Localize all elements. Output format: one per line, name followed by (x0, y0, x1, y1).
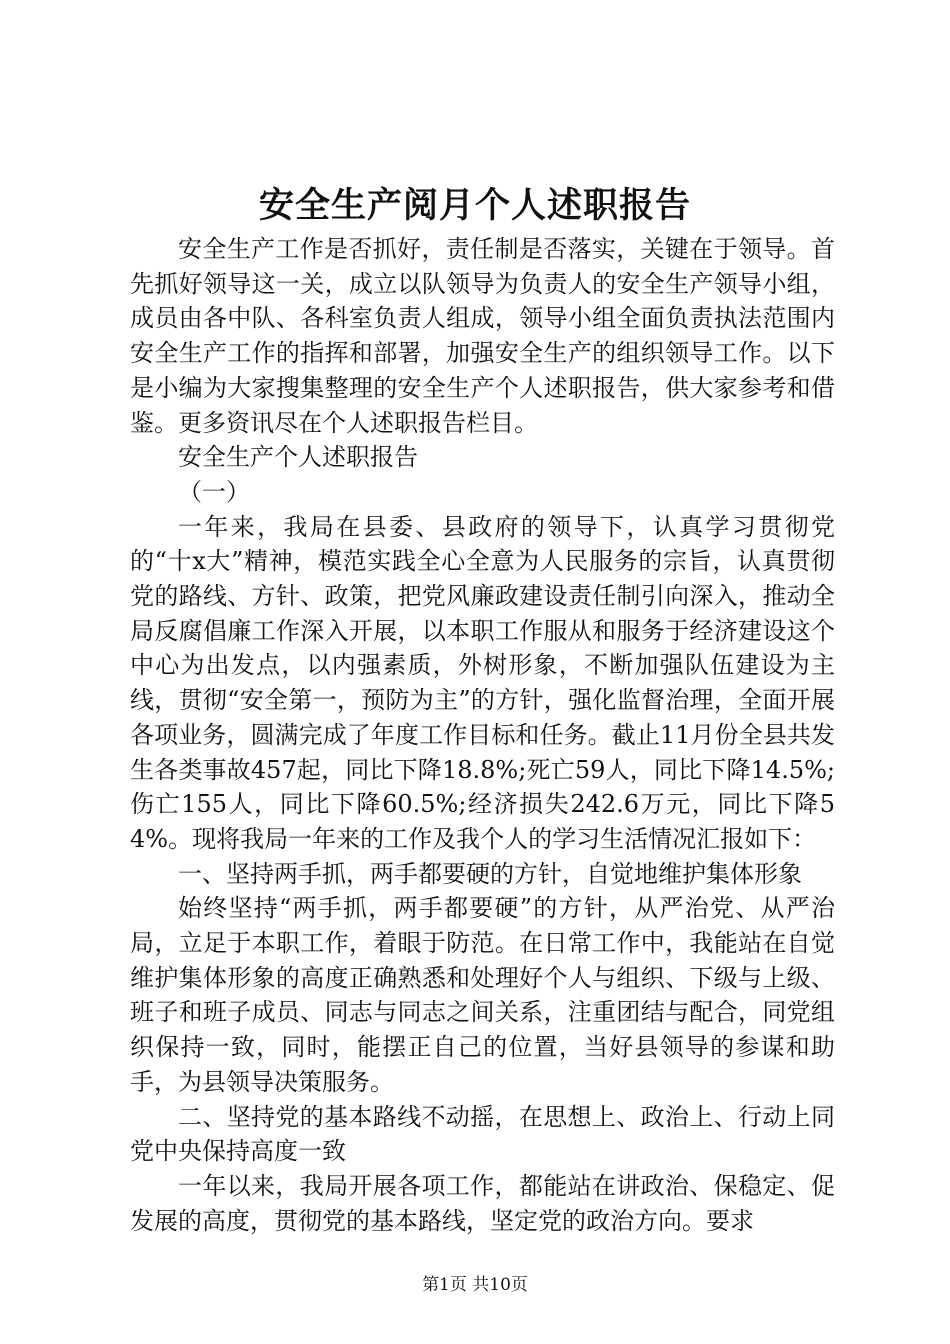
paragraph-intro: 安全生产工作是否抓好，责任制是否落实，关键在于领导。首先抓好领导这一关，成立以队领导为负责人的安全生产领导小组，成员由各中队、各科室负责人组成，领导小组全面负责执法范围内安全生产工作的指挥和部署，加强安全生产的组织领导工作。以下是小编为大家搜集整理的安全生产个人述职报告，供大家参考和借鉴。更多资讯尽在个人述职报告栏目。 (130, 235, 835, 437)
paragraph-section-one: 始终坚持“两手抓，两手都要硬”的方针，从严治党、从严治局，立足于本职工作，着眼于防范。在日常工作中，我能站在自觉维护集体形象的高度正确熟悉和处理好个人与组织、下级与上级、班子和班子成员、同志与同志之间关系，注重团结与配合，同党组织保持一致，同时，能摆正自己的位置，当好县领导的参谋和助手，为县领导决策服务。 (130, 894, 835, 1096)
document-title: 安全生产阅月个人述职报告 (258, 185, 691, 226)
paragraph-section-number: （一） (178, 477, 250, 506)
paragraph-summary: 一年来，我局在县委、县政府的领导下，认真学习贯彻党的“十x大”精神，模范实践全心全意为人民服务的宗旨，认真贯彻党的路线、方针、政策，把党风廉政建设责任制引向深入，推动全局反腐倡廉工作深入开展，以本职工作服从和服务于经济建设这个中心为出发点，以内强素质，外树形象，不断加强队伍建设为主线，贯彻“安全第一，预防为主”的方针，强化监督治理，全面开展各项业务，圆满完成了年度工作目标和任务。截止11月份全县共发生各类事故457起，同比下降18.8%;死亡59人，同比下降14.5%;伤亡155人，同比下降60.5%;经济损失242.6万元，同比下降54%。现将我局一年来的工作及我个人的学习生活情况汇报如下： (130, 512, 835, 853)
paragraph-section-two: 一年以来，我局开展各项工作，都能站在讲政治、保稳定、促发展的高度，贯彻党的基本路线，坚定党的政治方向。要求 (130, 1171, 835, 1235)
document-body (130, 232, 835, 1238)
paragraph-subtitle: 安全生产个人述职报告 (178, 443, 418, 472)
paragraph-heading-two: 二、坚持党的基本路线不动摇，在思想上、政治上、行动上同党中央保持高度一致 (130, 1102, 835, 1166)
paragraph-heading-one: 一、坚持两手抓，两手都要硬的方针，自觉地维护集体形象 (178, 859, 802, 888)
page-footer: 第1页 共10页 (422, 1275, 528, 1295)
